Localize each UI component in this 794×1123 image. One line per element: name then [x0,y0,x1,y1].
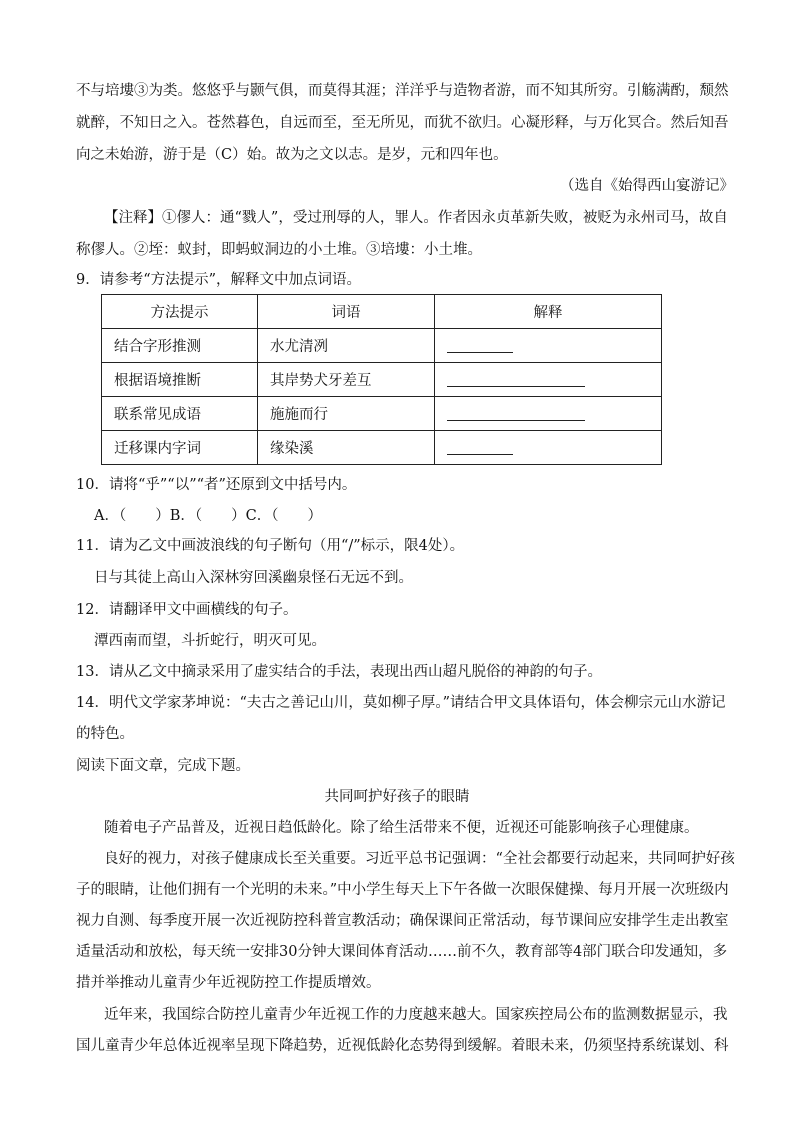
answer-cell[interactable] [435,329,662,363]
method-cell: 结合字形推测 [102,329,258,363]
question-9: 9．请参考“方法提示”，解释文中加点词语。 [76,272,362,288]
answer-cell[interactable] [435,431,662,465]
reading-instruction: 阅读下面文章，完成下题。 [76,758,250,774]
article-paragraph: 随着电子产品普及，近视日趋低龄化。除了给生活带来不便，近视还可能影响孩子心理健康。 [104,820,699,836]
passage-line: 就醉，不知日之入。苍然暮色，自远而至，至无所见，而犹不欲归。心凝形释，与万化冥合。然后知吾 [76,115,729,131]
table-row [102,431,662,465]
notes-line: 称僇人。②垤：蚁封，即蚂蚁洞边的小土堆。③培塿：小土堆。 [76,242,482,258]
article-paragraph: 子的眼睛，让他们拥有一个光明的未来。”中小学生每天上下午各做一次眼保健操、每月开展一次班级内 [76,882,729,898]
method-cell: 根据语境推断 [102,363,258,397]
answer-blank[interactable] [447,406,585,421]
question-14: 14．明代文学家茅坤说：“夫古之善记山川，莫如柳子厚。”请结合甲文具体语句，体会柳宗元山水游记 [76,695,726,711]
answer-blank[interactable] [447,338,513,353]
article-paragraph: 视力自测、每季度开展一次近视防控科普宣教活动；确保课间正常活动，每节课间应安排学生走出教室 [76,913,729,929]
table-row [102,329,662,363]
table-header: 词语 [258,295,435,329]
word-cell: 水尤清冽 [258,329,435,363]
method-cell: 联系常见成语 [102,397,258,431]
table-header-row [102,295,662,329]
question-11-sentence: 日与其徒上高山入深林穷回溪幽泉怪石无远不到。 [94,570,413,586]
table-header: 方法提示 [102,295,258,329]
article-paragraph: 国儿童青少年总体近视率呈现下降趋势，近视低龄化态势得到缓解。着眼未来，仍须坚持系统谋划、科 [76,1038,729,1054]
word-cell: 缘染溪 [258,431,435,465]
question-10-options: A．（ ）B．（ ）C．（ ） [94,508,322,524]
word-cell: 施施而行 [258,397,435,431]
passage-source: （选自《始得西山宴游记》 [560,178,734,194]
article-paragraph: 适量活动和放松，每天统一安排30分钟大课间体育活动……前不久，教育部等4部门联合印发通知，多 [76,944,728,960]
question-14: 的特色。 [76,726,134,742]
question-10: 10．请将“乎”“以”“者”还原到文中括号内。 [76,477,357,493]
question-12-sentence: 潭西南而望，斗折蛇行，明灭可见。 [94,633,326,649]
answer-blank[interactable] [447,372,585,387]
notes-line: 【注释】①僇人：通“戮人”，受过刑辱的人，罪人。作者因永贞革新失败，被贬为永州司马，故自 [104,210,728,226]
passage-line: 不与培塿③为类。悠悠乎与颢气俱，而莫得其涯；洋洋乎与造物者游，而不知其所穷。引觞满酌，颓然 [76,83,729,99]
word-cell: 其岸势犬牙差互 [258,363,435,397]
question-13: 13．请从乙文中摘录采用了虚实结合的手法，表现出西山超凡脱俗的神韵的句子。 [76,664,602,680]
question-12: 12．请翻译甲文中画横线的句子。 [76,602,298,618]
table-row [102,397,662,431]
article-title: 共同呵护好孩子的眼睛 [324,789,470,805]
answer-blank[interactable] [447,440,513,455]
question-11: 11．请为乙文中画波浪线的句子断句（用“/”标示，限4处）。 [76,538,465,554]
article-paragraph: 近年来，我国综合防控儿童青少年近视工作的力度越来越大。国家疾控局公布的监测数据显示，我 [104,1007,728,1023]
article-paragraph: 良好的视力，对孩子健康成长至关重要。习近平总书记强调：“全社会都要行动起来，共同呵护好孩 [104,851,735,867]
method-table [101,294,662,465]
table-header: 解释 [435,295,662,329]
answer-cell[interactable] [435,397,662,431]
article-paragraph: 措并举推动儿童青少年近视防控工作提质增效。 [76,975,381,991]
method-cell: 迁移课内字词 [102,431,258,465]
passage-line: 向之未始游，游于是（C）始。故为之文以志。是岁，元和四年也。 [76,147,508,163]
table-row [102,363,662,397]
answer-cell[interactable] [435,363,662,397]
